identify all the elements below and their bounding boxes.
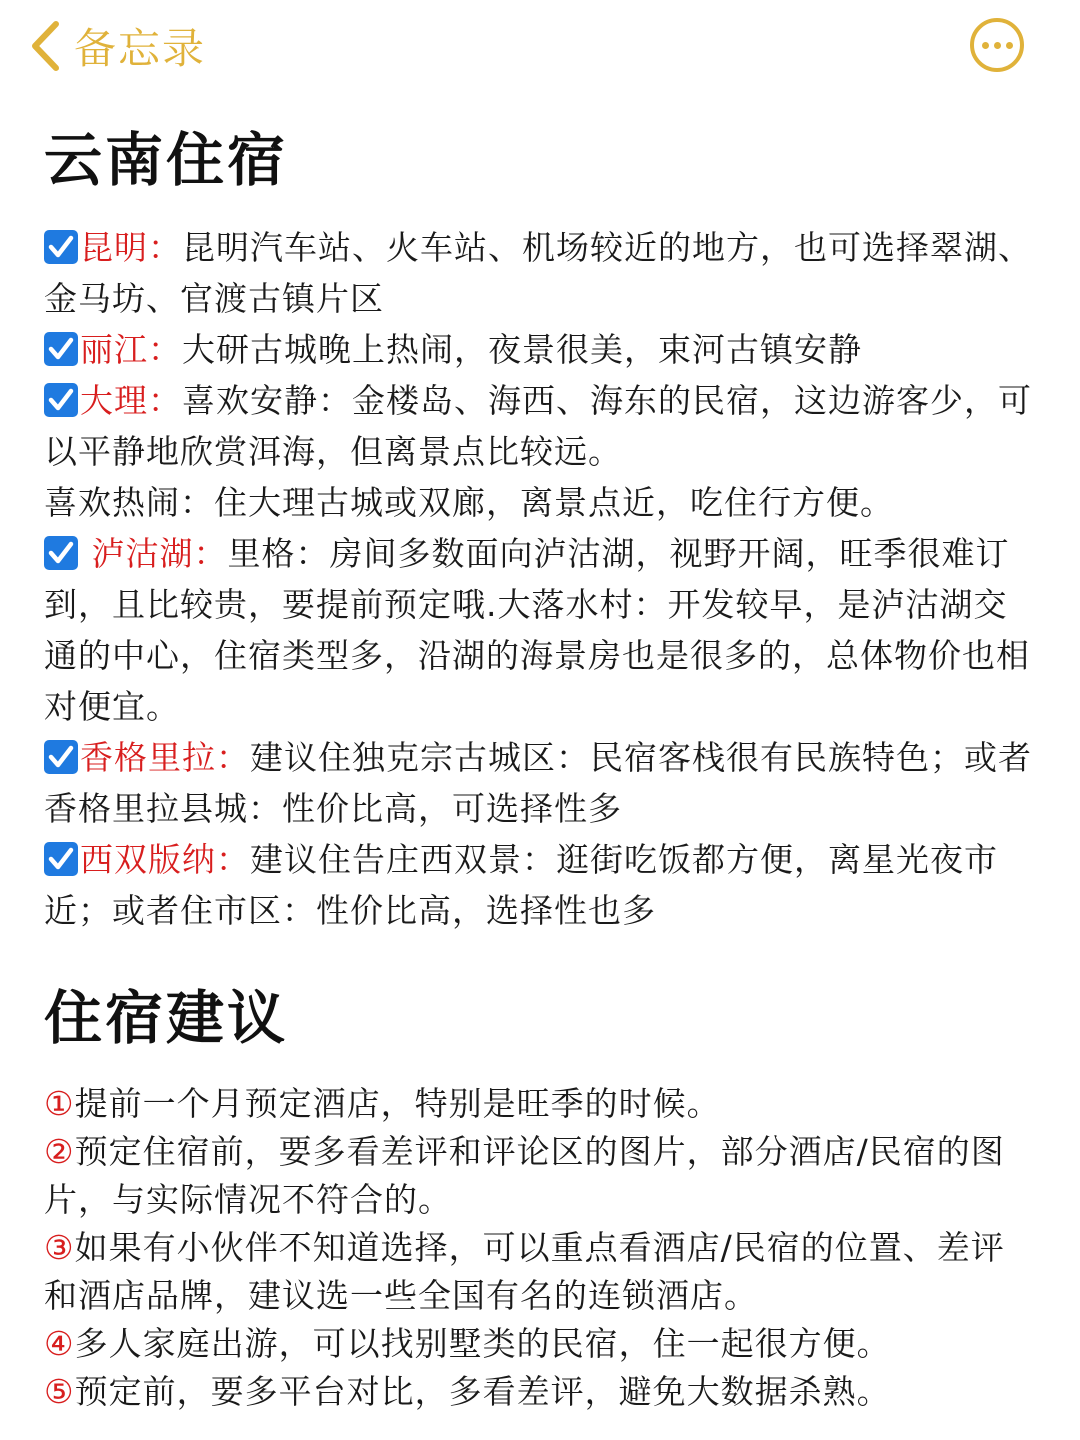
entry-shangri-la — [44, 732, 1034, 834]
entry-lijiang — [44, 324, 1034, 375]
place-label: 香格里拉： — [80, 738, 250, 777]
note-body[interactable] — [44, 118, 1034, 1416]
advice-item — [44, 1368, 1034, 1416]
advice-text: 预定住宿前，要多看差评和评论区的图片，部分酒店/民宿的图片，与实际情况不符合的。 — [44, 1132, 1005, 1219]
advice-text: 多人家庭出游，可以找别墅类的民宿，住一起很方便。 — [74, 1324, 891, 1363]
advice-number: ⑤ — [44, 1372, 75, 1411]
entry-lugu-lake — [44, 528, 1034, 732]
checkbox-checked-icon — [44, 842, 78, 876]
place-label: 西双版纳： — [80, 840, 250, 879]
advice-number: ② — [44, 1132, 75, 1171]
entry-text: 里格：房间多数面向泸沽湖，视野开阔，旺季很难订到，且比较贵，要提前预定哦.大落水村：开发较早，是泸沽湖交通的中心，住宿类型多，沿湖的海景房也是很多的，总体物价也相对便宜。 — [44, 534, 1030, 726]
checkbox-checked-icon — [44, 332, 78, 366]
place-label: 大理： — [80, 381, 182, 420]
entry-text: 昆明汽车站、火车站、机场较近的地方，也可选择翠湖、金马坊、官渡古镇片区 — [44, 228, 1032, 318]
advice-number: ④ — [44, 1324, 75, 1363]
entry-dali — [44, 375, 1034, 477]
advice-item — [44, 1320, 1034, 1368]
entry-xishuangbanna — [44, 834, 1034, 936]
more-dot-icon — [994, 42, 1001, 49]
entry-dali-lively — [44, 477, 1034, 528]
section-title-yunnan: 云南住宿 — [44, 126, 289, 194]
advice-number: ③ — [44, 1228, 75, 1267]
checkbox-checked-icon — [44, 230, 78, 264]
checkbox-checked-icon — [44, 383, 78, 417]
more-options-button[interactable] — [970, 18, 1024, 72]
chevron-left-icon — [28, 20, 62, 72]
advice-text: 如果有小伙伴不知道选择，可以重点看酒店/民宿的位置、差评和酒店品牌，建议选一些全国有名的连锁酒店。 — [44, 1228, 1005, 1315]
entry-text: 大研古城晚上热闹，夜景很美，束河古镇安静 — [182, 330, 862, 369]
section-title-advice: 住宿建议 — [44, 984, 289, 1052]
place-label: 丽江： — [80, 330, 182, 369]
place-label: 泸沽湖： — [91, 534, 228, 573]
advice-item — [44, 1224, 1034, 1320]
checkbox-checked-icon — [44, 536, 78, 570]
advice-text: 提前一个月预定酒店，特别是旺季的时候。 — [74, 1084, 721, 1123]
entry-text: 建议住告庄西双景：逛街吃饭都方便，离星光夜市近；或者住市区：性价比高，选择性也多 — [44, 840, 998, 930]
advice-item — [44, 1128, 1034, 1224]
checkbox-checked-icon — [44, 740, 78, 774]
more-dot-icon — [982, 42, 989, 49]
advice-text: 预定前，要多平台对比，多看差评，避免大数据杀熟。 — [74, 1372, 891, 1411]
back-label: 备忘录 — [74, 24, 207, 73]
entry-kunming — [44, 222, 1034, 324]
advice-number: ① — [44, 1084, 75, 1123]
entry-text: 喜欢安静：金楼岛、海西、海东的民宿，这边游客少，可以平静地欣赏洱海，但离景点比较远。 — [44, 381, 1032, 471]
back-button[interactable] — [28, 14, 206, 78]
advice-item — [44, 1080, 1034, 1128]
entry-text: 喜欢热闹：住大理古城或双廊，离景点近，吃住行方便。 — [44, 483, 894, 522]
more-dot-icon — [1006, 42, 1013, 49]
place-label: 昆明： — [80, 228, 182, 267]
top-bar — [0, 0, 1080, 100]
entry-text: 建议住独克宗古城区：民宿客栈很有民族特色；或者香格里拉县城：性价比高，可选择性多 — [44, 738, 1032, 828]
